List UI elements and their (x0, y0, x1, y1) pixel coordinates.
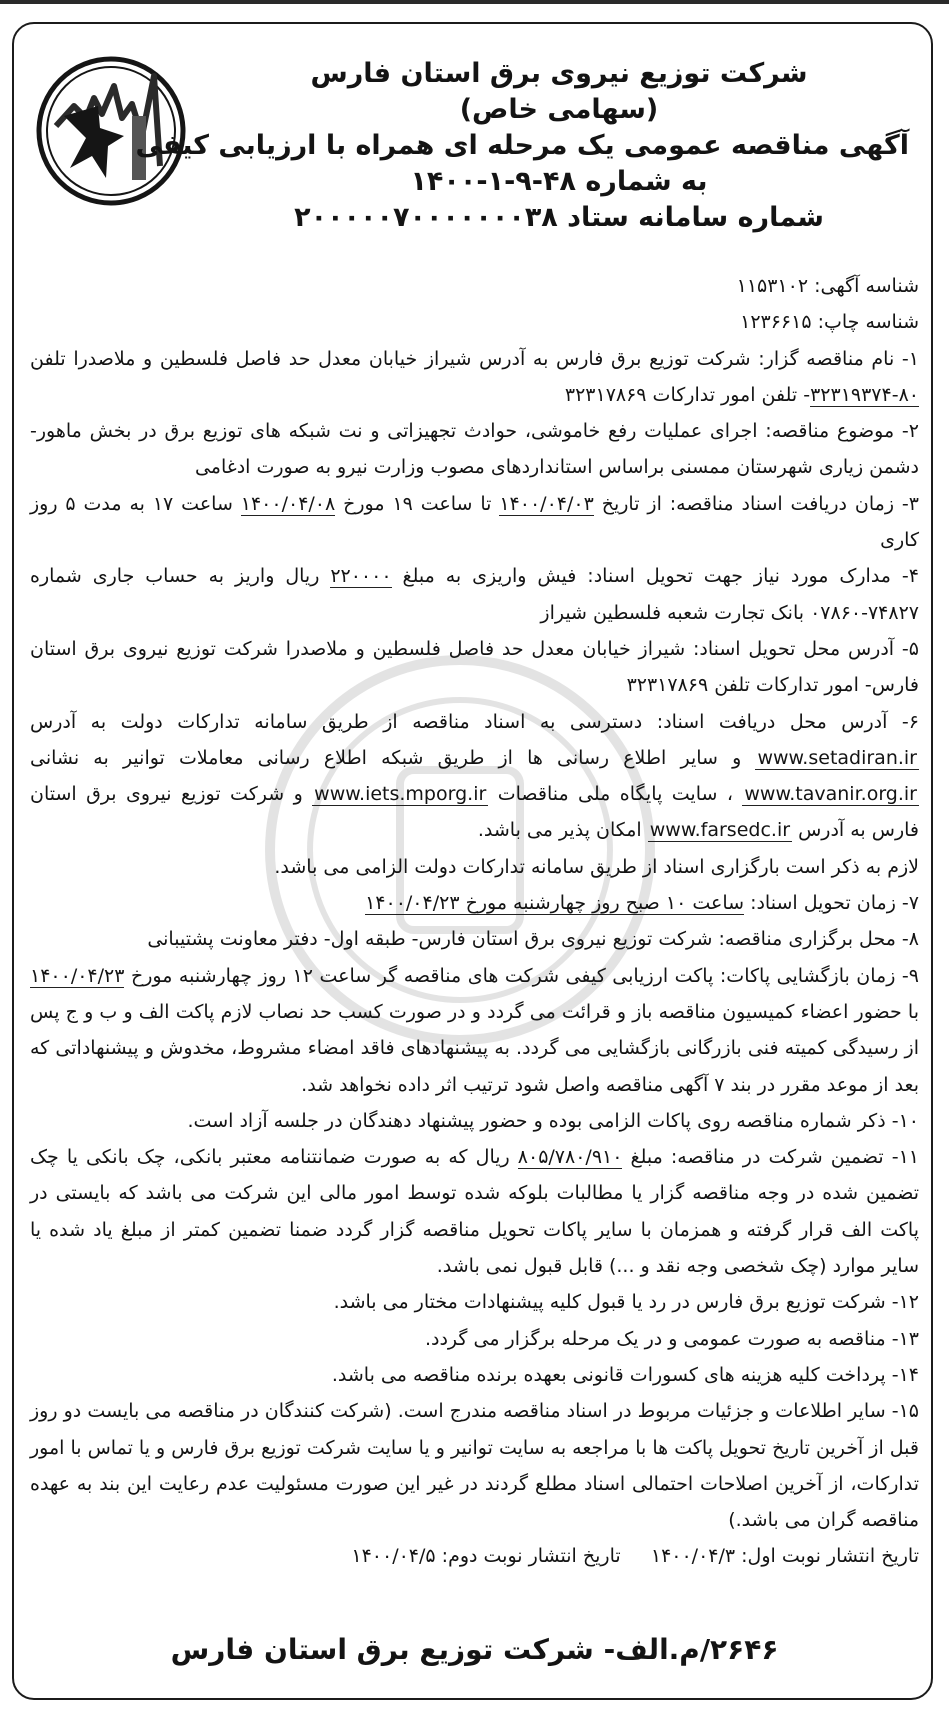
item-15: ۱۵- سایر اطلاعات و جزئیات مربوط در اسناد مناقصه مندرج است. (شرکت کنندگان در مناقصه می بایست دو روز قبل از آخرین تاریخ تحویل پاکت ها با مراجعه به سایت توانیر و یا سایت شرکت توزیع برق فارس و یا تماس با امور تدارکات، از آخرین اصلاحات احتمالی اسناد مطلع گردند در غیر این صورت مسئولیت عدم رعایت این بند به عهده مناقصه گران می باشد.) (30, 1400, 919, 1532)
item-14: ۱۴- پرداخت کلیه هزینه های کسورات قانونی بعهده برنده مناقصه می باشد. (331, 1363, 919, 1386)
item-5: ۵- آدرس محل تحویل اسناد: شیراز خیابان معدل حد فاصل فلسطین و ملاصدرا شرکت توزیع نیروی برق استان فارس- امور تدارکات تلفن ۳۲۳۱۷۸۶۹ (30, 637, 919, 697)
top-rule (0, 0, 949, 4)
notice-body (30, 268, 919, 1575)
tavanir-link[interactable]: www.tavanir.org.ir (744, 783, 917, 806)
company-type: (سهامی خاص) (459, 94, 659, 125)
item-7: ۷- زمان تحویل اسناد: ساعت ۱۰ صبح روز چهارشنبه مورخ ۱۴۰۰/۰۴/۲۳ (365, 892, 919, 915)
item-12: ۱۲- شرکت توزیع برق فارس در رد یا قبول کلیه پیشنهادات مختار می باشد. (333, 1291, 919, 1314)
notice-title: آگهی مناقصه عمومی یک مرحله ای همراه با ارزیابی کیفی (135, 130, 909, 161)
item-10: ۱۰- ذکر شماره مناقصه روی پاکات الزامی بوده و حضور پیشنهاد دهندگان در جلسه آزاد است. (187, 1109, 919, 1132)
farsedc-link[interactable]: www.farsedc.ir (649, 819, 791, 842)
publish-first: تاریخ انتشار نوبت اول: ۱۴۰۰/۰۴/۳ (650, 1545, 919, 1568)
item-1: ۱- نام مناقصه گزار: شرکت توزیع برق فارس به آدرس شیراز خیابان معدل حد فاصل فلسطین و ملاصدرا تلفن ۸۰-۳۲۳۱۹۳۷۴- تلفن امور تدارکات ۳۲۳۱۷۸۶۹ (30, 347, 919, 406)
publish-second: تاریخ انتشار نوبت دوم: ۱۴۰۰/۰۴/۵ (351, 1545, 621, 1568)
notice-header (135, 56, 909, 236)
item-13: ۱۳- مناقصه به صورت عمومی و در یک مرحله برگزار می گردد. (424, 1327, 919, 1350)
item-3: ۳- زمان دریافت اسناد مناقصه: از تاریخ ۱۴۰۰/۰۴/۰۳ تا ساعت ۱۹ مورخ ۱۴۰۰/۰۴/۰۸ ساعت ۱۷ به مدت ۵ روز کاری (30, 492, 919, 552)
item-6: ۶- آدرس محل دریافت اسناد: دسترسی به اسناد مناقصه از طریق سامانه تدارکات دولت به آدرس www.setadiran.ir و سایر اطلاع رسانی ها از طریق شبکه اطلاع رسانی معاملات توانیر به نشانی www.tavanir.org.ir ، سایت پایگاه ملی مناقصات www.iets.mporg.ir و شرکت توزیع نیروی برق استان فارس به آدرس www.farsedc.ir امکان پذیر می باشد. (30, 710, 919, 842)
setadiran-link[interactable]: www.setadiran.ir (757, 746, 917, 769)
iets-link[interactable]: www.iets.mporg.ir (314, 783, 487, 806)
item-9: ۹- زمان بازگشایی پاکات: پاکت ارزیابی کیفی شرکت های مناقصه گر ساعت ۱۲ روز چهارشنبه مورخ ۱۴۰۰/۰۴/۲۳ با حضور اعضاء کمیسیون مناقصه باز و قرائت می گردد و در صورت کسب حد نصاب لازم پاکت الف و ب و ج پس از رسیدگی کمیته فنی بازرگانی بازگشایی می گردد. به پیشنهادهای فاقد امضاء مشروط، مخدوش و پیشنهاداتی که بعد از موعد مقرر در بند ۷ آگهی مناقصه واصل شود ترتیب اثر داده نخواهد شد. (30, 964, 919, 1096)
ad-id: شناسه آگهی: ۱۱۵۳۱۰۲ (736, 275, 919, 297)
print-id: شناسه چاپ: ۱۲۳۶۶۱۵ (740, 311, 919, 334)
setad-number: شماره سامانه ستاد ۲۰۰۰۰۰۷۰۰۰۰۰۰۰۳۸ (294, 202, 824, 233)
company-name: شرکت توزیع نیروی برق استان فارس (310, 58, 808, 89)
item-2: ۲- موضوع مناقصه: اجرای عملیات رفع خاموشی، حوادث تجهیزاتی و نت شبکه های توزیع برق در بخش ماهور- دشمن زیاری شهرستان ممسنی براساس استانداردهای مصوب وزارت نیرو به صورت ادغامی (30, 420, 919, 479)
item-6-note: لازم به ذکر است بارگزاری اسناد از طریق سامانه تدارکات دولت الزامی می باشد. (274, 855, 919, 878)
publish-dates (30, 1538, 919, 1574)
item-4: ۴- مدارک مورد نیاز جهت تحویل اسناد: فیش واریزی به مبلغ ۲۲۰۰۰۰ ریال واریز به حساب جاری شماره ۷۴۸۲۷-۰۷۸۶۰ بانک تجارت شعبه فلسطین شیراز (30, 565, 919, 624)
item-11: ۱۱- تضمین شرکت در مناقصه: مبلغ ۸۰۵/۷۸۰/۹۱۰ ریال که به صورت ضمانتنامه معتبر بانکی، چک بانکی یا چک تضمین شده در وجه مناقصه گزار یا مطالبات بلوکه شده توسط امور مالی این شرکت می باشد که بایستی در پاکت الف قرار گرفته و همزمان با سایر پاکات تحویل مناقصه گزار گردد ضمنا تضمین کمتر از مبلغ یاد شده یا سایر موارد (چک شخصی وجه نقد و ...) قابل قبول نمی باشد. (30, 1146, 919, 1278)
tender-number: به شماره ۴۸-۹-۱-۱۴۰۰ (410, 166, 708, 197)
item-8: ۸- محل برگزاری مناقصه: شرکت توزیع نیروی برق استان فارس- طبقه اول- دفتر معاونت پشتیبانی (147, 928, 919, 951)
notice-footer: ۲۶۴۶/م.الف- شرکت توزیع برق استان فارس (170, 1633, 779, 1666)
